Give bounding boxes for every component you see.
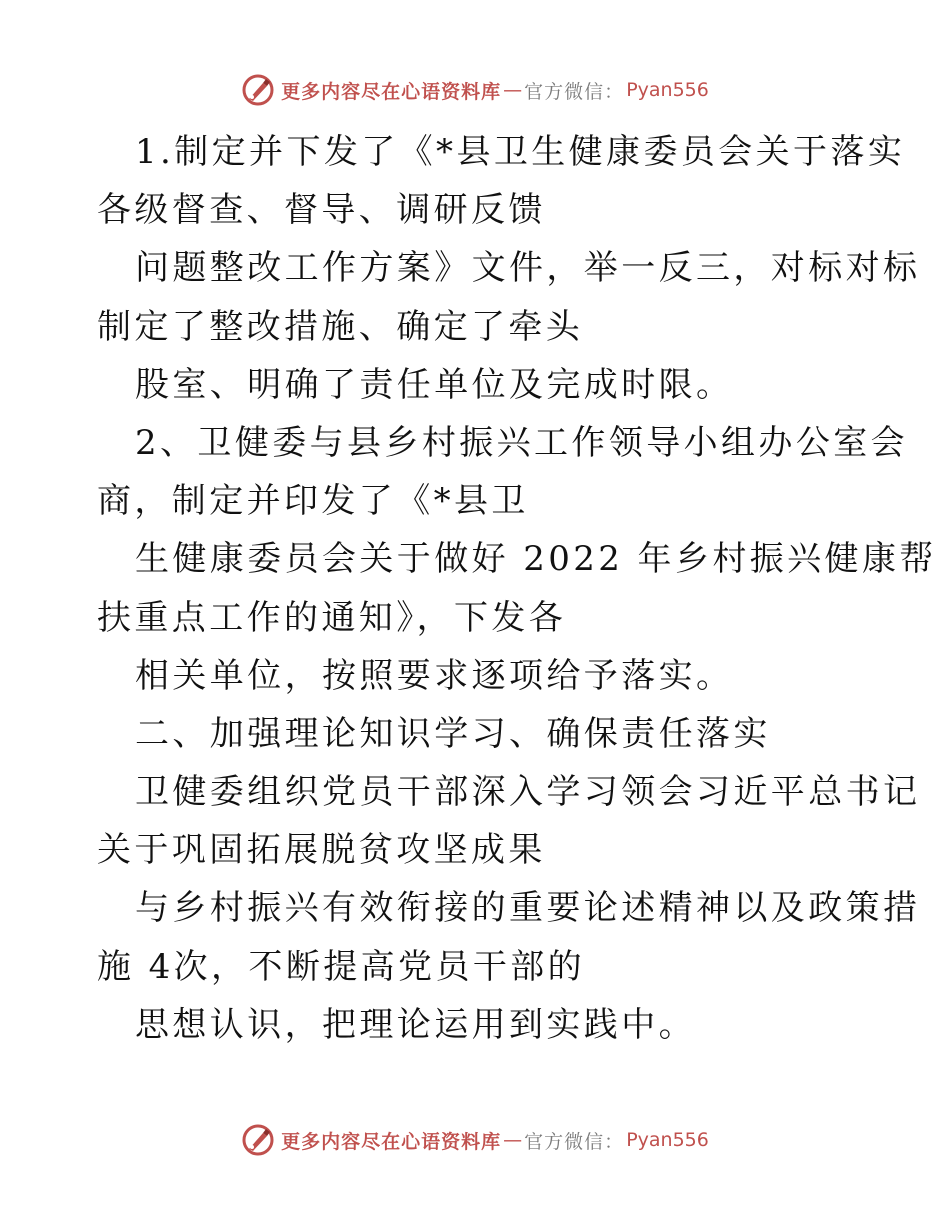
body-line: 关于巩固拓展脱贫攻坚成果 (97, 830, 546, 871)
watermark-wechat-id: Pyan556 (626, 1129, 709, 1151)
body-line: 生健康委员会关于做好 2022 年乡村振兴健康帮 (135, 539, 937, 580)
pen-logo-icon (241, 73, 275, 107)
watermark-label: 官方微信： (524, 80, 625, 103)
body-line: 二、加强理论知识学习、确保责任落实 (135, 713, 771, 754)
watermark-dash: — (503, 1129, 523, 1151)
body-line: 施 4次，不断提高党员干部的 (97, 946, 586, 987)
body-line: 股室、明确了责任单位及完成时限。 (135, 364, 734, 405)
watermark-main-text: 更多内容尽在心语资料库 (281, 1130, 502, 1153)
watermark-label: 官方微信： (524, 1130, 625, 1153)
header-watermark (0, 70, 950, 110)
body-line: 思想认识，把理论运用到实践中。 (135, 1004, 696, 1045)
body-line: 与乡村振兴有效衔接的重要论述精神以及政策措 (135, 888, 921, 929)
body-line: 制定了整改措施、确定了牵头 (97, 306, 584, 347)
watermark-dash: — (503, 79, 523, 101)
body-line: 问题整改工作方案》文件，举一反三，对标对标 (135, 248, 921, 289)
watermark-wechat-id: Pyan556 (626, 79, 709, 101)
watermark-main-text: 更多内容尽在心语资料库 (281, 80, 502, 103)
body-line: 各级督查、督导、调研反馈 (97, 190, 546, 231)
body-line: 相关单位，按照要求逐项给予落实。 (135, 655, 734, 696)
body-line: 扶重点工作的通知》，下发各 (97, 597, 567, 638)
body-line: 2、卫健委与县乡村振兴工作领导小组办公室会 (135, 422, 909, 463)
body-line: 卫健委组织党员干部深入学习领会习近平总书记 (135, 772, 921, 813)
footer-watermark (0, 1120, 950, 1160)
document-body (97, 123, 937, 1054)
body-line: 商，制定并印发了《*县卫 (97, 481, 529, 522)
body-line: 1.制定并下发了《*县卫生健康委员会关于落实 (135, 132, 906, 172)
pen-logo-icon (241, 1123, 275, 1157)
